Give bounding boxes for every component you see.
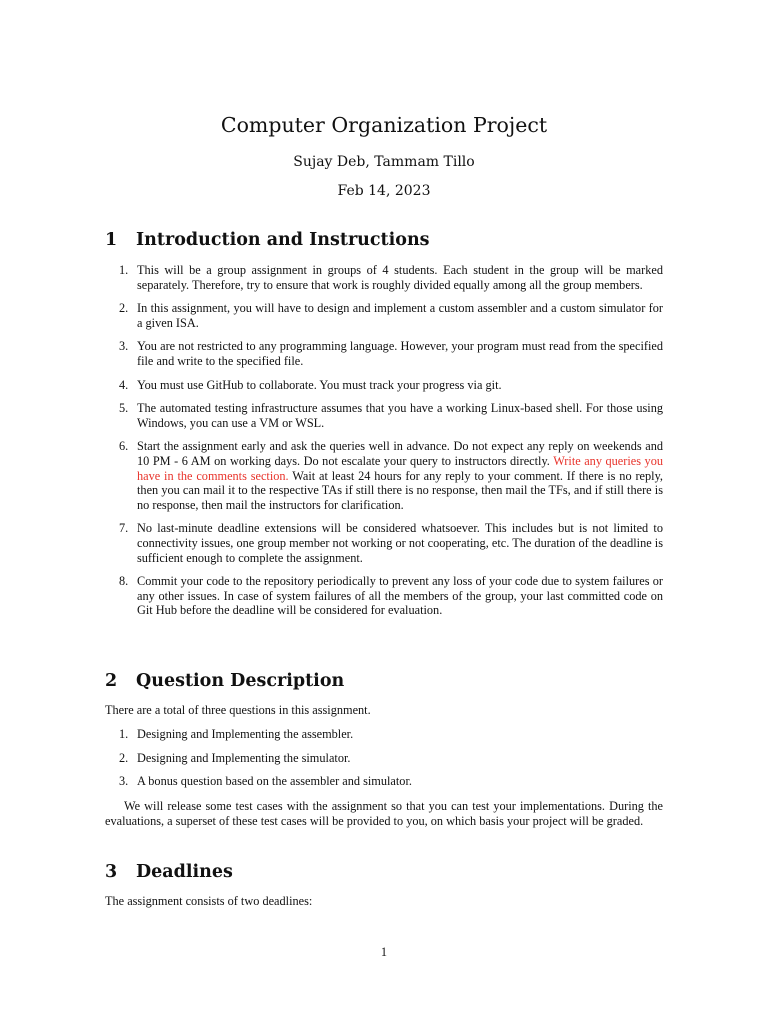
questions-list <box>105 727 663 789</box>
highlighted-note: Write any queries you have in the comments section. <box>137 453 664 483</box>
paper-date: Feb 14, 2023 <box>337 183 431 199</box>
section-number: 1 <box>105 230 118 250</box>
list-item-text: You must use GitHub to collaborate. You must track your progress via git. <box>137 377 502 392</box>
page-number: 1 <box>380 945 388 959</box>
list-item-number: 6. <box>119 439 129 454</box>
section-title: Question Description <box>136 671 345 691</box>
paper-authors: Sujay Deb, Tammam Tillo <box>293 154 475 170</box>
section-intro: The assignment consists of two deadlines: <box>105 894 313 908</box>
list-item-text: You are not restricted to any programming language. However, your program must read from the specified file and write to the specified file. <box>137 339 663 368</box>
list-item-number: 3. <box>119 339 129 354</box>
list-item-number: 5. <box>119 401 129 416</box>
list-item-number: 1. <box>119 727 129 741</box>
list-item-text: Designing and Implementing the assembler. <box>137 727 354 741</box>
section-heading-introduction <box>105 230 430 250</box>
list-item <box>105 339 663 368</box>
section-number: 2 <box>105 671 118 691</box>
list-item <box>105 439 663 512</box>
list-item-number: 4. <box>119 377 129 392</box>
list-item <box>105 521 663 565</box>
list-item <box>105 263 663 292</box>
list-item-number: 3. <box>119 774 129 789</box>
section-heading-question-description <box>105 671 344 691</box>
list-item-text: Commit your code to the repository periodically to prevent any loss of your code due to system failures or any other issues. In case of system failures of all the members of the group, your last committed code on Git Hub before the deadline will be considered for evaluation. <box>137 574 663 618</box>
section-title: Introduction and Instructions <box>136 230 430 250</box>
section-paragraph: We will release some test cases with the assignment so that you can test your implementations. During the evaluations, a superset of these test cases will be provided to you, on which basis your project will be graded. <box>105 799 663 828</box>
list-item-text: Start the assignment early and ask the queries well in advance. Do not expect any reply on weekends and 10 PM - 6 AM on working days. Do not escalate your query to instructors directly. <box>137 439 663 468</box>
list-item-number: 8. <box>119 574 129 589</box>
list-item-text: This will be a group assignment in groups of 4 students. Each student in the group will be marked separately. Therefore, try to ensure that work is roughly divided equally among all the group members. <box>137 263 663 292</box>
list-item-text: Wait at least 24 hours for any reply to your comment. If there is no reply, then you can mail it to the respective TAs if still there is no response, then mail the TFs, and if still there is no response, then mail the instructors for clarification. <box>137 468 663 512</box>
list-item-text: A bonus question based on the assembler and simulator. <box>137 774 412 789</box>
list-item <box>105 378 663 393</box>
list-item-number: 2. <box>119 750 129 765</box>
instructions-list <box>105 263 663 618</box>
list-item <box>105 774 663 789</box>
list-item-number: 1. <box>119 263 129 277</box>
list-item-text: No last-minute deadline extensions will be considered whatsoever. This includes but is not limited to connectivity issues, one group member not working or not cooperating, etc. The duration of the deadline is sufficient enough to complete the assignment. <box>137 521 663 565</box>
section-title: Deadlines <box>136 862 233 882</box>
section-heading-deadlines <box>105 862 233 882</box>
list-item-number: 7. <box>119 521 129 536</box>
list-item-text: Designing and Implementing the simulator. <box>137 750 351 765</box>
list-item <box>105 574 663 618</box>
list-item <box>105 727 663 742</box>
list-item-text: The automated testing infrastructure assumes that you have a working Linux-based shell. For those using Windows, you can use a VM or WSL. <box>137 401 663 430</box>
paper-title: Computer Organization Project <box>220 113 548 137</box>
list-item <box>105 301 663 330</box>
list-item-number: 2. <box>119 301 129 316</box>
section-intro: There are a total of three questions in this assignment. <box>105 703 371 717</box>
list-item <box>105 751 663 766</box>
list-item <box>105 401 663 430</box>
list-item-text: In this assignment, you will have to design and implement a custom assembler and a custom simulator for a given ISA. <box>137 301 663 330</box>
section-number: 3 <box>105 862 118 882</box>
